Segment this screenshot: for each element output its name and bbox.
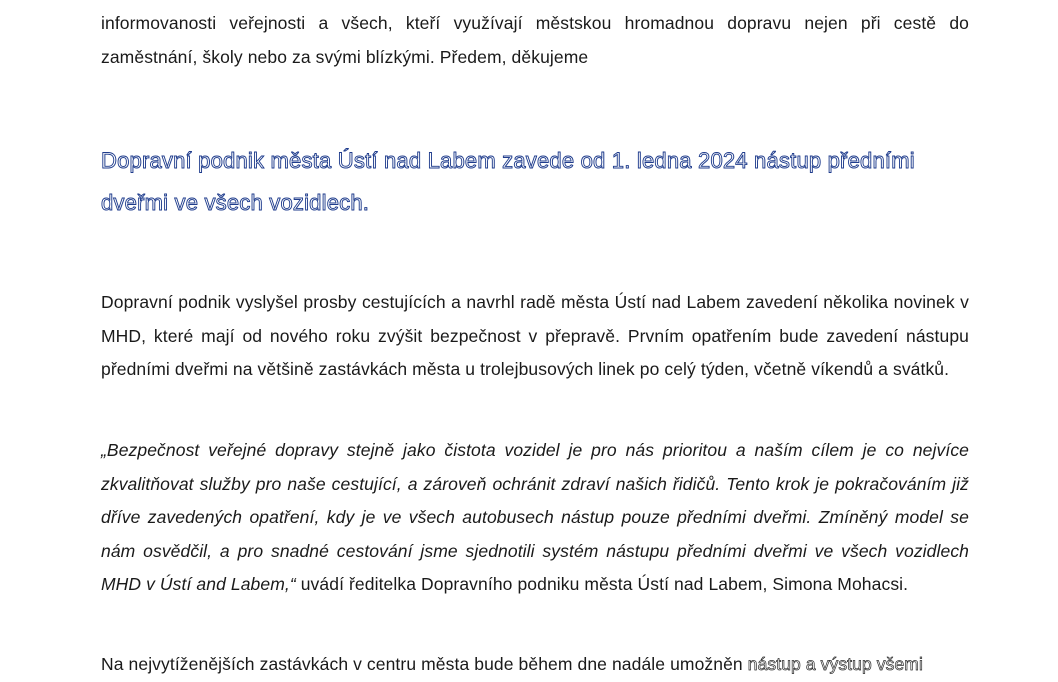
body-paragraph-3 [101,648,969,682]
paragraph-3-text: Na nejvytíženějších zastávkách v centru města bude během dne nadále umožněn [101,654,748,674]
quote-text: „Bezpečnost veřejné dopravy stejně jako čistota vozidel je pro nás prioritou a naším cílem je co nejvíce zkvalitňovat služby pro naše cestující, a zároveň ochránit zdraví našich řidičů. Tento krok je pokračováním již dříve zavedených opatření, kdy je ve všech autobusech nástup pouze předními dveřmi. Zmíněný model se nám osvědčil, a pro snadné cestování jsme sjednotili systém nástupu předními dveřmi ve všech vozidlech MHD v Ústí and Labem,“ [101,440,969,594]
quote-paragraph [101,434,969,602]
paragraph-3-emphasis: nástup a výstup všemi [747,654,923,674]
article-heading: Dopravní podnik města Ústí nad Labem zavede od 1. ledna 2024 nástup předními dveřmi ve všech vozidlech. [101,148,915,215]
quote-attribution: uvádí ředitelka Dopravního podniku města Ústí nad Labem, Simona Mohacsi. [295,574,909,594]
intro-paragraph: informovanosti veřejnosti a všech, kteří využívají městskou hromadnou dopravu nejen při cestě do zaměstnání, školy nebo za svými blízkými. Předem, děkujeme [101,13,969,67]
body-paragraph-1: Dopravní podnik vyslyšel prosby cestujících a navrhl radě města Ústí nad Labem zavedení několika novinek v MHD, které mají od nového roku zvýšit bezpečnost v přepravě. Prvním opatřením bude zavedení nástupu předními dveřmi na většině zastávkách města u trolejbusových linek po celý týden, včetně víkendů a svátků. [101,292,969,379]
